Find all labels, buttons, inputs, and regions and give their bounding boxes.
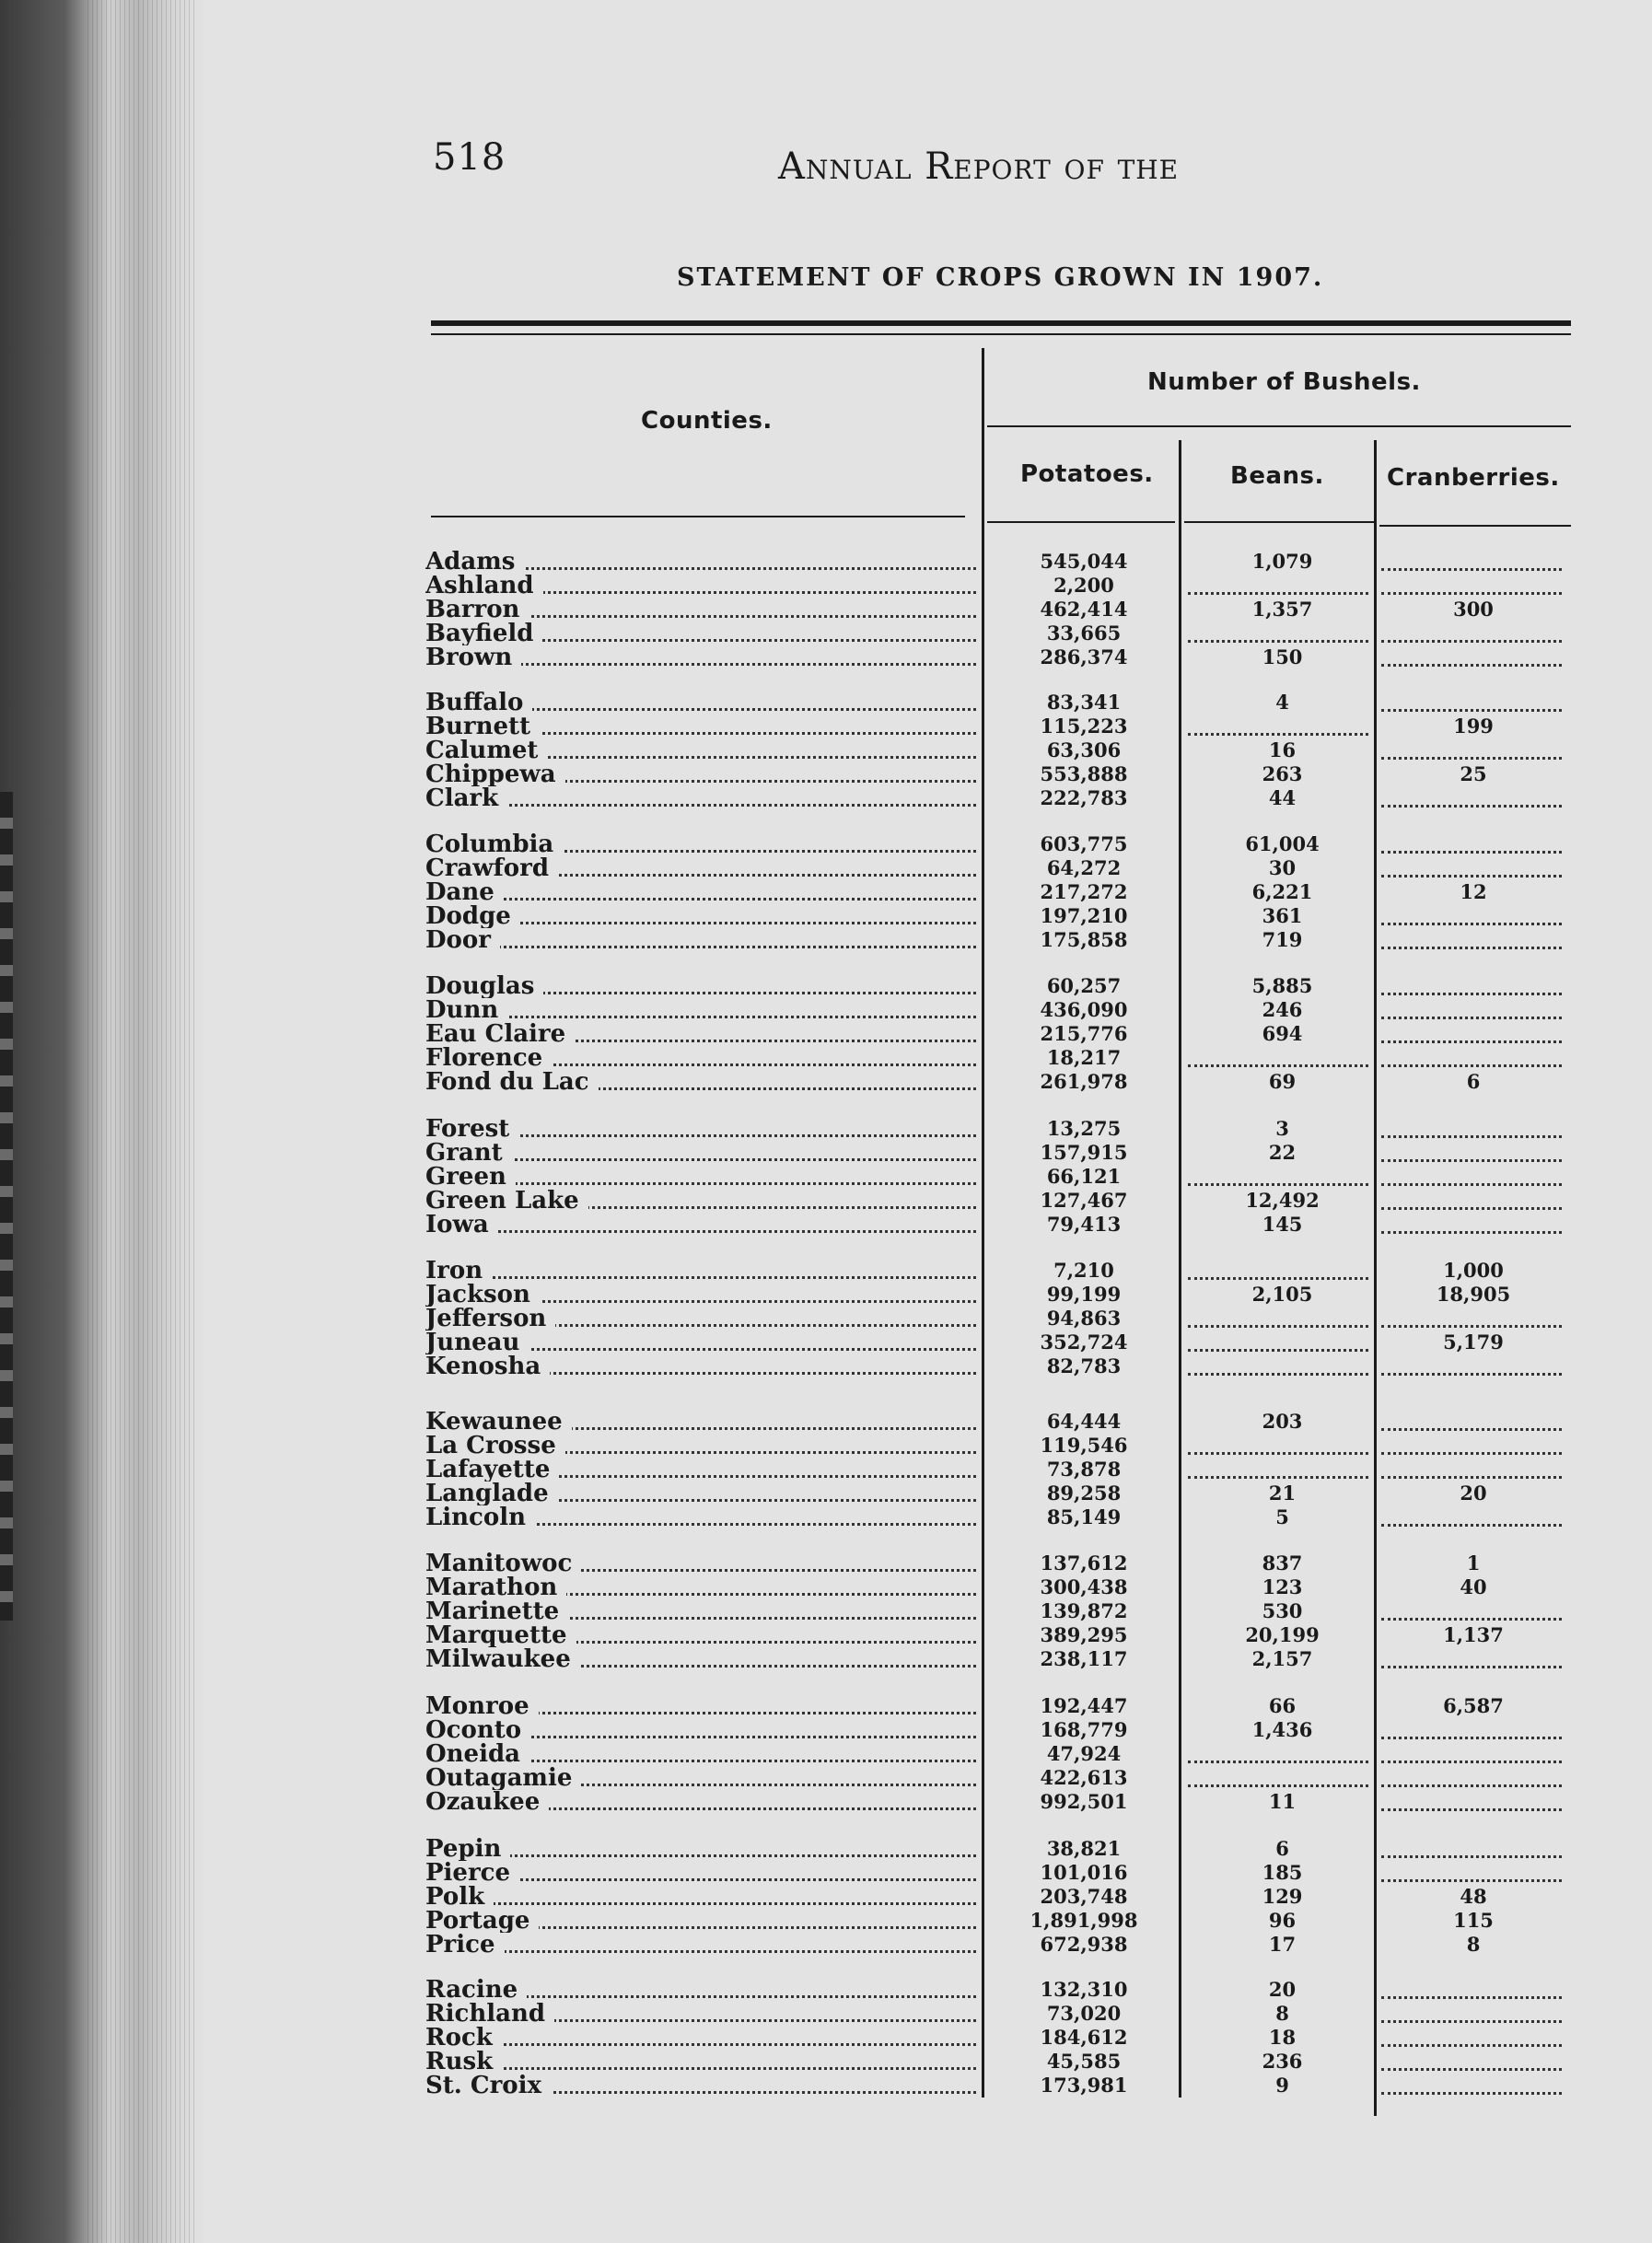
cranberries-value — [1381, 574, 1562, 595]
beans-value: 1,079 — [1251, 550, 1313, 573]
potatoes-value: 45,585 — [1046, 2050, 1122, 2073]
potatoes-value: 603,775 — [1040, 832, 1128, 855]
cranberries-value — [1381, 1213, 1562, 1234]
cranberries-value — [1381, 1837, 1562, 1858]
beans-value — [1188, 1354, 1368, 1376]
county-name: Milwaukee — [425, 1647, 580, 1671]
cranberries-value: 40 — [1460, 1575, 1487, 1598]
county-name: Price — [425, 1933, 505, 1957]
cranberries-value — [1381, 1189, 1562, 1210]
beans-value: 44 — [1268, 786, 1297, 809]
table-row — [0, 762, 1652, 786]
cranberries-value — [1381, 1434, 1562, 1455]
county-name: Lafayette — [425, 1458, 559, 1482]
potatoes-value: 389,295 — [1040, 1623, 1128, 1646]
cranberries-value — [1381, 832, 1562, 854]
table-row — [0, 645, 1652, 669]
cranberries-value — [1381, 904, 1562, 925]
table-row — [0, 1117, 1652, 1141]
county-name: Columbia — [425, 832, 563, 856]
table-row — [0, 1861, 1652, 1885]
county-name: Fond du Lac — [425, 1070, 599, 1094]
county-name: Brown — [425, 645, 521, 669]
county-name: Rusk — [425, 2050, 502, 2074]
cranberries-value: 6 — [1466, 1070, 1481, 1093]
potatoes-value: 215,776 — [1040, 1022, 1128, 1045]
table-row — [0, 904, 1652, 928]
beans-value: 17 — [1268, 1933, 1297, 1956]
cranberries-value — [1381, 2074, 1562, 2095]
potatoes-value: 462,414 — [1040, 598, 1128, 621]
county-name: Forest — [425, 1117, 518, 1141]
potatoes-value: 83,341 — [1046, 691, 1122, 714]
cranberries-value — [1381, 928, 1562, 949]
potatoes-value: 139,872 — [1040, 1599, 1128, 1622]
potatoes-value: 73,020 — [1046, 2002, 1122, 2025]
header-counties: Counties. — [641, 407, 773, 435]
table-row — [0, 1307, 1652, 1331]
potatoes-value: 64,272 — [1046, 856, 1122, 879]
potatoes-value: 2,200 — [1053, 574, 1114, 597]
table-row — [0, 738, 1652, 762]
table-row — [0, 1742, 1652, 1766]
potatoes-value: 18,217 — [1046, 1046, 1122, 1069]
county-name: Grant — [425, 1141, 512, 1165]
cranberries-value — [1381, 1790, 1562, 1811]
county-name: Portage — [425, 1909, 539, 1933]
table-row — [0, 550, 1652, 574]
potatoes-value: 64,444 — [1046, 1410, 1122, 1433]
beans-value: 837 — [1262, 1552, 1303, 1575]
cranberries-value: 20 — [1460, 1482, 1487, 1505]
cranberries-value — [1381, 2002, 1562, 2023]
beans-value — [1188, 1458, 1368, 1479]
county-name: Racine — [425, 1978, 527, 2002]
potatoes-value: 352,724 — [1040, 1331, 1128, 1354]
cranberries-value — [1381, 738, 1562, 760]
potatoes-value: 992,501 — [1040, 1790, 1128, 1813]
potatoes-value: 127,467 — [1040, 1189, 1128, 1212]
county-name: St. Croix — [425, 2074, 551, 2098]
cranberries-value — [1381, 1505, 1562, 1527]
beans-value: 145 — [1262, 1213, 1303, 1236]
potatoes-value: 300,438 — [1040, 1575, 1128, 1598]
county-name: Rock — [425, 2026, 502, 2050]
county-name: Pepin — [425, 1837, 510, 1861]
cranberries-value — [1381, 856, 1562, 877]
cranberries-value: 18,905 — [1436, 1283, 1511, 1306]
potatoes-value: 132,310 — [1040, 1978, 1128, 2001]
running-head: Annual Report of the — [778, 145, 1180, 188]
table-row — [0, 786, 1652, 810]
county-name: Dodge — [425, 904, 520, 928]
county-name: Dane — [425, 880, 504, 904]
cranberries-value — [1381, 1458, 1562, 1479]
table-row — [0, 1766, 1652, 1790]
cranberries-value: 5,179 — [1443, 1331, 1504, 1354]
beans-value: 719 — [1262, 928, 1303, 951]
cranberries-value — [1381, 1978, 1562, 1999]
county-name: Kenosha — [425, 1354, 550, 1378]
potatoes-value: 222,783 — [1040, 786, 1128, 809]
beans-value: 30 — [1268, 856, 1297, 879]
county-name: Buffalo — [425, 691, 532, 715]
cranberries-value — [1381, 1117, 1562, 1138]
county-name: Door — [425, 928, 500, 952]
county-name: Chippewa — [425, 762, 565, 786]
header-potatoes: Potatoes. — [1020, 460, 1154, 488]
cranberries-value — [1381, 1354, 1562, 1376]
beans-value: 22 — [1268, 1141, 1297, 1164]
beans-value: 96 — [1268, 1909, 1297, 1932]
potatoes-value: 261,978 — [1040, 1070, 1128, 1093]
cranberries-value: 48 — [1460, 1885, 1487, 1908]
table-row — [0, 1482, 1652, 1505]
table-row — [0, 2002, 1652, 2026]
table-row — [0, 1885, 1652, 1909]
county-name: Richland — [425, 2002, 554, 2026]
beans-value — [1188, 715, 1368, 736]
table-row — [0, 1213, 1652, 1237]
cranberries-value: 12 — [1460, 880, 1487, 903]
beans-value: 21 — [1268, 1482, 1297, 1505]
table-row — [0, 691, 1652, 715]
cranberries-value: 300 — [1453, 598, 1494, 621]
potatoes-value: 545,044 — [1040, 550, 1128, 573]
potatoes-value: 286,374 — [1040, 645, 1128, 668]
table-row — [0, 1354, 1652, 1378]
beans-value: 20,199 — [1245, 1623, 1320, 1646]
county-name: Langlade — [425, 1482, 558, 1505]
cranberries-value — [1381, 1165, 1562, 1186]
county-name: Dunn — [425, 998, 507, 1022]
beans-value: 9 — [1275, 2074, 1289, 2097]
cranberries-value — [1381, 2050, 1562, 2071]
table-row — [0, 2074, 1652, 2098]
county-name: Marathon — [425, 1575, 566, 1599]
cranberries-value: 1,000 — [1443, 1259, 1504, 1282]
beans-value: 150 — [1262, 645, 1303, 668]
beans-value: 66 — [1268, 1694, 1297, 1717]
table-row — [0, 1837, 1652, 1861]
table-row — [0, 1331, 1652, 1354]
cranberries-value — [1381, 1861, 1562, 1882]
table-row — [0, 1505, 1652, 1529]
cranberries-value — [1381, 1718, 1562, 1739]
beans-value: 3 — [1275, 1117, 1289, 1140]
county-name: Eau Claire — [425, 1022, 575, 1046]
potatoes-value: 7,210 — [1053, 1259, 1114, 1282]
potatoes-value: 85,149 — [1046, 1505, 1122, 1528]
table-row — [0, 1141, 1652, 1165]
county-name: Manitowoc — [425, 1552, 581, 1575]
table-row — [0, 1189, 1652, 1213]
beans-value: 530 — [1262, 1599, 1303, 1622]
table-row — [0, 1410, 1652, 1434]
table-row — [0, 856, 1652, 880]
cranberries-value: 199 — [1453, 715, 1494, 738]
cranberries-value: 25 — [1460, 762, 1487, 785]
county-name: Bayfield — [425, 622, 542, 645]
county-name: Burnett — [425, 715, 540, 738]
cranberries-value: 6,587 — [1443, 1694, 1504, 1717]
potatoes-value: 184,612 — [1040, 2026, 1128, 2049]
county-name: Green Lake — [425, 1189, 588, 1213]
potatoes-value: 101,016 — [1040, 1861, 1128, 1884]
table-row — [0, 1647, 1652, 1671]
potatoes-value: 1,891,998 — [1030, 1909, 1138, 1932]
table-row — [0, 1599, 1652, 1623]
page-number: 518 — [433, 136, 506, 179]
table-row — [0, 1165, 1652, 1189]
beans-value — [1188, 574, 1368, 595]
table-row — [0, 622, 1652, 645]
potatoes-value: 60,257 — [1046, 974, 1122, 997]
table-row — [0, 1046, 1652, 1070]
potatoes-value: 175,858 — [1040, 928, 1128, 951]
cranberries-value — [1381, 1766, 1562, 1787]
beans-value: 129 — [1262, 1885, 1303, 1908]
table-row — [0, 1623, 1652, 1647]
beans-value: 61,004 — [1245, 832, 1320, 855]
cranberries-value — [1381, 550, 1562, 571]
cranberries-value — [1381, 1599, 1562, 1621]
beans-value: 2,105 — [1251, 1283, 1313, 1306]
cranberries-value: 1,137 — [1443, 1623, 1504, 1646]
county-name: Polk — [425, 1885, 494, 1909]
beans-value — [1188, 1165, 1368, 1186]
potatoes-value: 66,121 — [1046, 1165, 1122, 1188]
table-row — [0, 880, 1652, 904]
county-name: Jackson — [425, 1283, 540, 1307]
potatoes-value: 173,981 — [1040, 2074, 1128, 2097]
beans-value: 263 — [1262, 762, 1303, 785]
potatoes-value: 436,090 — [1040, 998, 1128, 1021]
county-name: Marinette — [425, 1599, 568, 1623]
potatoes-value: 168,779 — [1040, 1718, 1128, 1741]
beans-value: 185 — [1262, 1861, 1303, 1884]
potatoes-value: 422,613 — [1040, 1766, 1128, 1789]
table-row — [0, 1022, 1652, 1046]
cranberries-value: 115 — [1453, 1909, 1494, 1932]
cranberries-value — [1381, 1141, 1562, 1162]
cranberries-value — [1381, 645, 1562, 667]
cranberries-value — [1381, 622, 1562, 643]
beans-value — [1188, 1331, 1368, 1352]
county-name: Jefferson — [425, 1307, 555, 1331]
cranberries-value: 8 — [1466, 1933, 1481, 1956]
table-row — [0, 715, 1652, 738]
cranberries-value — [1381, 998, 1562, 1019]
beans-value — [1188, 1259, 1368, 1280]
header-number-of-bushels: Number of Bushels. — [1147, 368, 1421, 396]
table-row — [0, 2050, 1652, 2074]
beans-value: 5 — [1275, 1505, 1289, 1528]
table-row — [0, 1552, 1652, 1575]
table-row — [0, 598, 1652, 622]
table-row — [0, 574, 1652, 598]
potatoes-value: 157,915 — [1040, 1141, 1128, 1164]
cranberries-value — [1381, 2026, 1562, 2047]
county-name: Florence — [425, 1046, 552, 1070]
cranberries-value — [1381, 786, 1562, 808]
header-beans: Beans. — [1230, 462, 1324, 490]
table-row — [0, 1575, 1652, 1599]
beans-value — [1188, 1742, 1368, 1763]
county-name: Douglas — [425, 974, 543, 998]
cranberries-value — [1381, 691, 1562, 712]
beans-value: 6,221 — [1251, 880, 1313, 903]
potatoes-value: 203,748 — [1040, 1885, 1128, 1908]
potatoes-value: 13,275 — [1046, 1117, 1122, 1140]
potatoes-value: 73,878 — [1046, 1458, 1122, 1481]
table-title: STATEMENT OF CROPS GROWN IN 1907. — [677, 263, 1324, 292]
county-name: Monroe — [425, 1694, 539, 1718]
county-name: Iron — [425, 1259, 492, 1283]
potatoes-value: 63,306 — [1046, 738, 1122, 761]
beans-value: 203 — [1262, 1410, 1303, 1433]
beans-value: 8 — [1275, 2002, 1289, 2025]
table-row — [0, 1978, 1652, 2002]
county-name: Clark — [425, 786, 507, 810]
potatoes-value: 89,258 — [1046, 1482, 1122, 1505]
beans-value: 2,157 — [1251, 1647, 1313, 1670]
cranberries-value — [1381, 1307, 1562, 1328]
county-name: Kewaunee — [425, 1410, 572, 1434]
potatoes-value: 137,612 — [1040, 1552, 1128, 1575]
beans-value: 236 — [1262, 2050, 1303, 2073]
beans-value: 361 — [1262, 904, 1303, 927]
potatoes-value: 79,413 — [1046, 1213, 1122, 1236]
potatoes-value: 94,863 — [1046, 1307, 1122, 1330]
cranberries-value — [1381, 1742, 1562, 1763]
table-row — [0, 1909, 1652, 1933]
potatoes-value: 217,272 — [1040, 880, 1128, 903]
table-row — [0, 1434, 1652, 1458]
county-name: Outagamie — [425, 1766, 581, 1790]
county-name: Barron — [425, 598, 529, 622]
potatoes-value: 82,783 — [1046, 1354, 1122, 1377]
beans-value: 694 — [1262, 1022, 1303, 1045]
table-row — [0, 1283, 1652, 1307]
county-name: La Crosse — [425, 1434, 565, 1458]
potatoes-value: 115,223 — [1040, 715, 1128, 738]
potatoes-value: 99,199 — [1046, 1283, 1122, 1306]
potatoes-value: 119,546 — [1040, 1434, 1128, 1457]
county-name: Crawford — [425, 856, 558, 880]
beans-value: 6 — [1275, 1837, 1289, 1860]
potatoes-value: 672,938 — [1040, 1933, 1128, 1956]
county-name: Lincoln — [425, 1505, 535, 1529]
table-row — [0, 2026, 1652, 2050]
table-row — [0, 1694, 1652, 1718]
potatoes-value: 38,821 — [1046, 1837, 1122, 1860]
table-row — [0, 974, 1652, 998]
cranberries-value — [1381, 1046, 1562, 1067]
table-row — [0, 1933, 1652, 1957]
county-name: Ozaukee — [425, 1790, 549, 1814]
beans-value: 16 — [1268, 738, 1297, 761]
county-name: Adams — [425, 550, 524, 574]
county-name: Juneau — [425, 1331, 529, 1354]
table-row — [0, 1790, 1652, 1814]
beans-value: 20 — [1268, 1978, 1297, 2001]
table-row — [0, 1458, 1652, 1482]
beans-value: 246 — [1262, 998, 1303, 1021]
table-row — [0, 998, 1652, 1022]
beans-value: 1,357 — [1251, 598, 1313, 621]
county-name: Oconto — [425, 1718, 530, 1742]
county-name: Oneida — [425, 1742, 529, 1766]
county-name: Iowa — [425, 1213, 498, 1237]
table-row — [0, 1070, 1652, 1094]
cranberries-value — [1381, 974, 1562, 995]
potatoes-value: 192,447 — [1040, 1694, 1128, 1717]
potatoes-value: 553,888 — [1040, 762, 1128, 785]
beans-value — [1188, 1307, 1368, 1328]
beans-value: 123 — [1262, 1575, 1303, 1598]
table-row — [0, 1259, 1652, 1283]
beans-value: 69 — [1268, 1070, 1297, 1093]
beans-value: 1,436 — [1251, 1718, 1313, 1741]
header-cranberries: Cranberries. — [1387, 464, 1560, 492]
beans-value — [1188, 1766, 1368, 1787]
beans-value — [1188, 622, 1368, 643]
cranberries-value — [1381, 1410, 1562, 1431]
cranberries-value: 1 — [1466, 1552, 1481, 1575]
beans-value — [1188, 1434, 1368, 1455]
beans-value: 12,492 — [1245, 1189, 1320, 1212]
beans-value: 4 — [1275, 691, 1289, 714]
beans-value — [1188, 1046, 1368, 1067]
cranberries-value — [1381, 1022, 1562, 1043]
county-name: Pierce — [425, 1861, 519, 1885]
cranberries-value — [1381, 1647, 1562, 1668]
potatoes-value: 238,117 — [1040, 1647, 1128, 1670]
beans-value: 18 — [1268, 2026, 1297, 2049]
county-name: Green — [425, 1165, 516, 1189]
county-name: Calumet — [425, 738, 547, 762]
beans-value: 11 — [1268, 1790, 1297, 1813]
table-row — [0, 1718, 1652, 1742]
potatoes-value: 197,210 — [1040, 904, 1128, 927]
potatoes-value: 33,665 — [1046, 622, 1122, 645]
county-name: Ashland — [425, 574, 543, 598]
potatoes-value: 47,924 — [1046, 1742, 1122, 1765]
beans-value: 5,885 — [1251, 974, 1313, 997]
table-row — [0, 832, 1652, 856]
table-row — [0, 928, 1652, 952]
county-name: Marquette — [425, 1623, 576, 1647]
